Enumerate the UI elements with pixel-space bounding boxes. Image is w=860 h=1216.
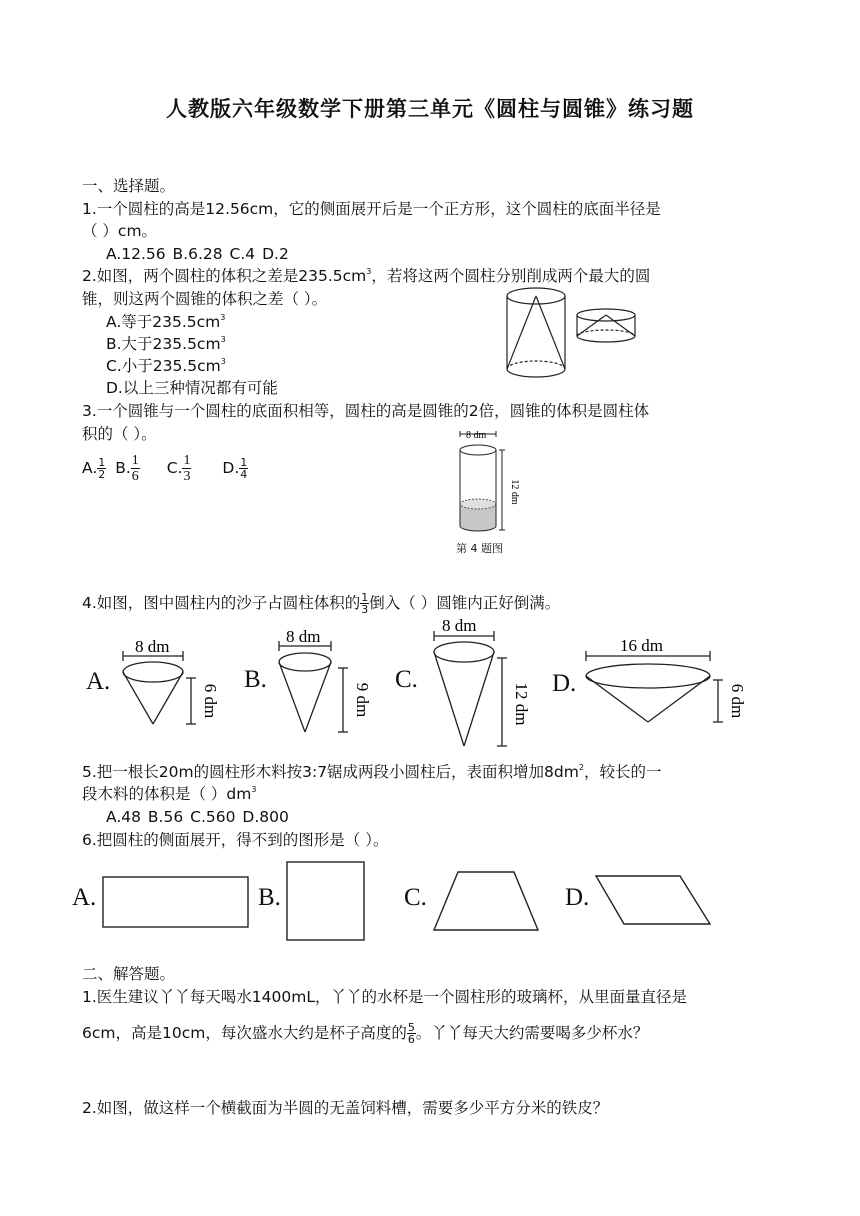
q5-line2: 段木料的体积是（ ）$dm^3$ <box>82 785 257 803</box>
q1-line1: 1.一个圆柱的高是12.56cm，它的侧面展开后是一个正方形，这个圆柱的底面半径是 <box>82 200 661 218</box>
cone-d-figure <box>580 636 760 731</box>
q2-option-d: D.以上三种情况都有可能 <box>106 379 278 397</box>
cone-a-height: 6 dm <box>201 683 220 719</box>
cone-d-diameter: 16 dm <box>620 636 663 655</box>
section1-heading: 一、选择题。 <box>82 177 176 195</box>
q6-line1: 6.把圆柱的侧面展开，得不到的图形是（ ）。 <box>82 831 389 849</box>
q1-options: A.12.56 B.6.28 C.4 D.2 <box>106 245 289 263</box>
q2-option-a: A.等于$235.5cm^3$ <box>106 313 226 331</box>
shape-b-label: B. <box>258 884 281 911</box>
s2-q2-line1: 2.如图，做这样一个横截面为半圆的无盖饲料槽，需要多少平方分米的铁皮？ <box>82 1099 609 1117</box>
q4-fig-width-label: 8 dm <box>466 430 487 441</box>
cone-c-height: 12 dm <box>512 682 531 726</box>
page-title: 人教版六年级数学下册第三单元《圆柱与圆锥》练习题 <box>166 97 694 121</box>
cone-c-diameter: 8 dm <box>442 616 477 635</box>
q2-option-b: B.大于$235.5cm^3$ <box>106 335 226 353</box>
cone-a-figure <box>115 638 225 733</box>
parallelogram-shape <box>594 874 714 930</box>
q4-figure-caption: 第 4 题图 <box>456 542 503 555</box>
cone-d-height: 6 dm <box>728 683 747 719</box>
square-shape <box>286 861 366 943</box>
q2-cylinders-figure <box>500 286 650 386</box>
q3-fraction-d: $\frac{1}{4}$ <box>240 456 248 481</box>
cone-c-figure <box>428 614 538 754</box>
trapezoid-shape <box>432 870 542 934</box>
cone-b-height: 9 dm <box>353 682 372 718</box>
q2-option-c: C.小于$235.5cm^3$ <box>106 357 226 375</box>
cone-a-label: A. <box>86 668 111 695</box>
q4-cylinder-figure <box>450 426 530 546</box>
q3-fraction-b: $\frac{1}{6}$ <box>131 453 139 484</box>
q3-fraction-a: $\frac{1}{2}$ <box>98 456 106 481</box>
cone-d-label: D. <box>552 670 577 697</box>
shape-c-label: C. <box>404 884 427 911</box>
q4-fig-height-label: 12 dm <box>509 479 520 505</box>
q3-options: A. $\frac{1}{2}$ B. $\frac{1}{6}$ C. $\frac{1}{3}$ D. $\frac{1}{4}$ <box>82 453 248 484</box>
q3-fraction-c: $\frac{1}{3}$ <box>183 453 191 484</box>
q3-line2: 积的（ ）。 <box>82 425 157 443</box>
shape-a-label: A. <box>72 884 97 911</box>
q2-line2: 锥，则这两个圆锥的体积之差（ ）。 <box>82 290 328 308</box>
q1-line2: （ ）cm。 <box>82 222 158 240</box>
q5-options: A.48 B.56 C.560 D.800 <box>106 808 289 826</box>
q5-line1: 5.把一根长20m的圆柱形木料按3:7锯成两段小圆柱后，表面积增加$8dm^2$，较长的一 <box>82 763 662 781</box>
q2-line1: 2.如图，两个圆柱的体积之差是$235.5cm^3$，若将这两个圆柱分别削成两个最大的圆 <box>82 267 651 285</box>
s2-q1-fraction: $\frac{5}{6}$ <box>407 1021 415 1046</box>
s2-q1-line1: 1.医生建议丫丫每天喝水1400mL，丫丫的水杯是一个圆柱形的玻璃杯，从里面量直径是 <box>82 988 687 1006</box>
cone-c-label: C. <box>395 666 418 693</box>
cone-b-label: B. <box>244 666 267 693</box>
cone-b-diameter: 8 dm <box>286 627 321 646</box>
shape-d-label: D. <box>565 884 590 911</box>
q4-line1: 4.如图，图中圆柱内的沙子占圆柱体积的 $\frac{1}{3}$ 倒入（ ）圆锥内正好倒满。 <box>82 591 561 616</box>
s2-q1-line2: 6cm，高是10cm，每次盛水大约是杯子高度的 $\frac{5}{6}$ 。丫丫每天大约需要喝多少杯水？ <box>82 1021 649 1046</box>
cone-a-diameter: 8 dm <box>135 637 170 656</box>
section2-heading: 二、解答题。 <box>82 965 176 983</box>
q3-line1: 3.一个圆锥与一个圆柱的底面积相等，圆柱的高是圆锥的2倍，圆锥的体积是圆柱体 <box>82 402 650 420</box>
rectangle-shape <box>102 876 252 930</box>
cone-b-figure <box>266 626 376 741</box>
q4-fraction: $\frac{1}{3}$ <box>361 591 369 616</box>
